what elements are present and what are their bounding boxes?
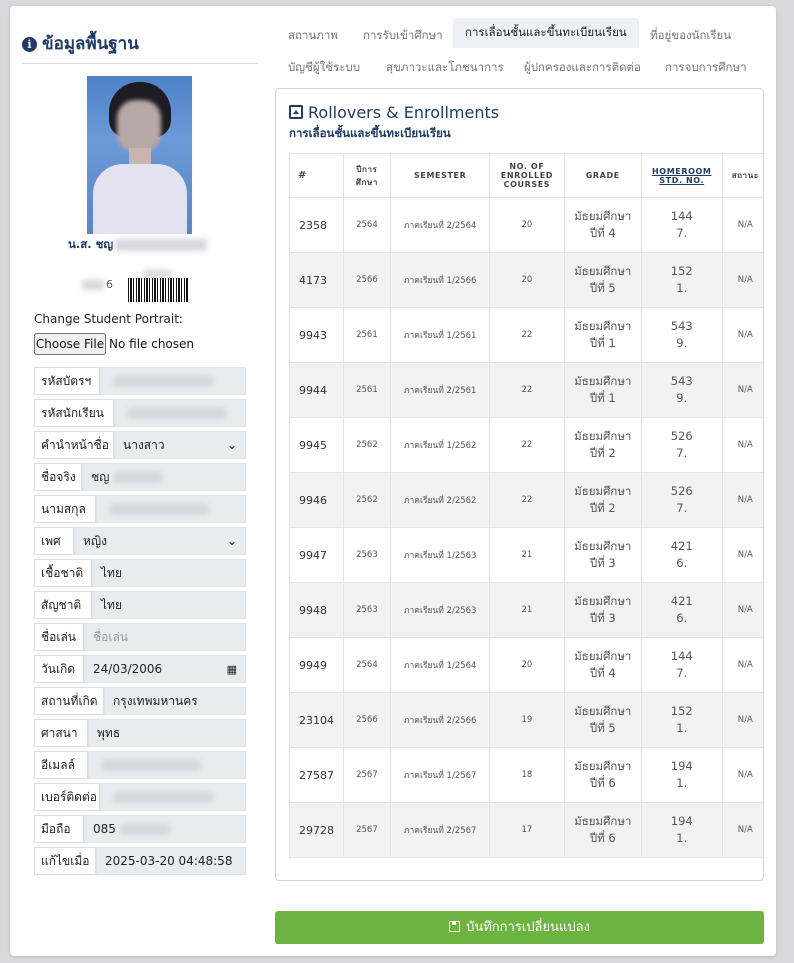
redacted-value — [120, 824, 170, 835]
table-cell: ภาคเรียนที่ 1/2562 — [391, 418, 490, 473]
redacted-value — [127, 408, 227, 419]
table-row — [290, 308, 765, 363]
caret-up-square-icon — [289, 105, 303, 119]
table-cell: 4173 — [290, 253, 344, 308]
tab-rollovers[interactable]: การเลื่อนชั้นและขึ้นทะเบียนเรียน — [453, 18, 639, 48]
form-row — [34, 719, 246, 747]
table-cell: N/A — [722, 803, 764, 858]
table-cell: 421 6. — [641, 528, 722, 583]
table-cell: 9943 — [290, 308, 344, 363]
field-label: รหัสบัตรฯ — [34, 367, 100, 395]
table-cell: 20 — [490, 253, 564, 308]
table-row — [290, 693, 765, 748]
table-row — [290, 803, 765, 858]
field-value: ไทย — [101, 597, 122, 612]
column-header: ปีการ ศึกษา — [343, 154, 390, 198]
table-cell: N/A — [722, 638, 764, 693]
student-name-text: น.ส. ชญ — [68, 237, 114, 251]
form-row — [34, 687, 246, 715]
field-input[interactable] — [96, 847, 246, 875]
table-cell: 9949 — [290, 638, 344, 693]
table-cell: 20 — [490, 198, 564, 253]
form-row — [34, 463, 246, 491]
table-cell: 2563 — [343, 528, 390, 583]
table-cell: 144 7. — [641, 638, 722, 693]
table-cell: มัธยมศึกษา ปีที่ 5 — [564, 693, 641, 748]
panel-subtitle: การเลื่อนชั้นและขึ้นทะเบียนเรียน — [289, 126, 451, 140]
table-cell: ภาคเรียนที่ 1/2567 — [391, 748, 490, 803]
table-cell: 21 — [490, 528, 564, 583]
redacted-name — [115, 239, 207, 251]
table-cell: มัธยมศึกษา ปีที่ 4 — [564, 638, 641, 693]
table-cell: มัธยมศึกษา ปีที่ 2 — [564, 473, 641, 528]
form-row — [34, 559, 246, 587]
field-input[interactable] — [82, 463, 246, 491]
info-icon: i — [22, 37, 37, 52]
field-value: พุทธ — [97, 725, 121, 740]
table-cell: 2564 — [343, 198, 390, 253]
field-label: คำนำหน้าชื่อ — [34, 431, 114, 459]
field-label: สถานที่เกิด — [34, 687, 104, 715]
field-input[interactable] — [84, 815, 246, 843]
field-value: กรุงเทพมหานคร — [113, 693, 198, 708]
table-cell: 27587 — [290, 748, 344, 803]
choose-file-button[interactable]: Choose File — [34, 333, 106, 355]
column-header: SEMESTER — [391, 154, 490, 198]
table-cell: 194 1. — [641, 748, 722, 803]
table-cell: 9944 — [290, 363, 344, 418]
barcode — [128, 278, 188, 302]
table-row — [290, 638, 765, 693]
student-name — [68, 236, 207, 254]
table-cell: 2566 — [343, 253, 390, 308]
table-cell: 9947 — [290, 528, 344, 583]
field-select[interactable] — [74, 527, 246, 555]
table-cell: N/A — [722, 473, 764, 528]
table-cell: 152 1. — [641, 693, 722, 748]
field-label: เชื้อชาติ — [34, 559, 92, 587]
table-cell: N/A — [722, 253, 764, 308]
tab-user-account[interactable]: บัญชีผู้ใช้ระบบ — [288, 60, 361, 74]
panel-title — [289, 103, 499, 122]
table-cell: ภาคเรียนที่ 2/2567 — [391, 803, 490, 858]
table-row — [290, 473, 765, 528]
table-header-row — [290, 154, 765, 198]
save-changes-label: บันทึกการเปลี่ยนแปลง — [466, 920, 590, 935]
table-cell: 22 — [490, 473, 564, 528]
field-label: นามสกุล — [34, 495, 96, 523]
table-cell: 2563 — [343, 583, 390, 638]
enrollments-table — [289, 153, 764, 858]
table-cell: ภาคเรียนที่ 1/2566 — [391, 253, 490, 308]
table-row — [290, 528, 765, 583]
calendar-icon[interactable]: ▦ — [226, 662, 237, 676]
table-cell: 22 — [490, 308, 564, 363]
field-label: มือถือ — [34, 815, 84, 843]
tab-admission[interactable]: การรับเข้าศึกษา — [363, 28, 443, 42]
field-input[interactable] — [96, 495, 246, 523]
redacted-id — [82, 280, 104, 290]
table-cell: 526 7. — [641, 418, 722, 473]
field-label: ชื่อจริง — [34, 463, 82, 491]
table-cell: 2562 — [343, 473, 390, 528]
table-cell: 144 7. — [641, 198, 722, 253]
field-value: หญิง — [83, 533, 107, 548]
chevron-down-icon: ⌄ — [226, 534, 237, 548]
table-cell: ภาคเรียนที่ 2/2561 — [391, 363, 490, 418]
table-row — [290, 418, 765, 473]
table-cell: 2566 — [343, 693, 390, 748]
field-label: รหัสนักเรียน — [34, 399, 114, 427]
table-row — [290, 253, 765, 308]
table-cell: ภาคเรียนที่ 1/2564 — [391, 638, 490, 693]
field-value: 085 — [93, 822, 116, 836]
form-row — [34, 847, 246, 875]
table-cell: 543 9. — [641, 308, 722, 363]
column-header: # — [290, 154, 344, 198]
table-row — [290, 363, 765, 418]
student-portrait — [87, 76, 192, 234]
field-label: สัญชาติ — [34, 591, 92, 619]
table-cell: 526 7. — [641, 473, 722, 528]
table-cell: 9948 — [290, 583, 344, 638]
table-cell: N/A — [722, 363, 764, 418]
rollovers-panel — [275, 88, 764, 881]
birthdate-input[interactable] — [84, 655, 246, 683]
table-cell: 21 — [490, 583, 564, 638]
table-cell: 2567 — [343, 803, 390, 858]
table-cell: 543 9. — [641, 363, 722, 418]
table-cell: 9946 — [290, 473, 344, 528]
table-cell: ภาคเรียนที่ 1/2563 — [391, 528, 490, 583]
tab-guardians[interactable]: ผู้ปกครองและการติดต่อ — [524, 60, 641, 74]
save-icon — [449, 921, 460, 932]
field-value: 2025-03-20 04:48:58 — [105, 854, 233, 868]
table-cell: 2358 — [290, 198, 344, 253]
redacted-value — [113, 376, 213, 387]
divider — [22, 63, 258, 64]
form-row — [34, 527, 246, 555]
table-cell: 2561 — [343, 363, 390, 418]
table-cell: 22 — [490, 418, 564, 473]
table-cell: N/A — [722, 748, 764, 803]
table-cell: 18 — [490, 748, 564, 803]
field-input[interactable] — [92, 591, 246, 619]
field-value: 24/03/2006 — [93, 662, 163, 676]
redacted-value — [109, 504, 209, 515]
table-cell: มัธยมศึกษา ปีที่ 3 — [564, 528, 641, 583]
form-row — [34, 495, 246, 523]
panel-title-text: Rollovers & Enrollments — [308, 103, 500, 122]
field-label: ชื่อเล่น — [34, 623, 84, 651]
table-cell: มัธยมศึกษา ปีที่ 2 — [564, 418, 641, 473]
table-cell: ภาคเรียนที่ 2/2563 — [391, 583, 490, 638]
file-status: No file chosen — [109, 337, 195, 351]
column-header: GRADE — [564, 154, 641, 198]
column-header[interactable]: HOMEROOM STD. NO. — [641, 154, 722, 198]
table-cell: N/A — [722, 583, 764, 638]
form-row — [34, 591, 246, 619]
field-label: ศาสนา — [34, 719, 88, 747]
table-cell: 2567 — [343, 748, 390, 803]
nickname-input[interactable]: ชื่อเล่น — [84, 623, 246, 651]
save-changes-button[interactable] — [275, 911, 764, 944]
table-cell: 421 6. — [641, 583, 722, 638]
field-input[interactable] — [104, 687, 246, 715]
table-cell: 17 — [490, 803, 564, 858]
table-cell: N/A — [722, 528, 764, 583]
table-cell: มัธยมศึกษา ปีที่ 4 — [564, 198, 641, 253]
field-input[interactable] — [114, 399, 246, 427]
profile-card — [10, 6, 776, 956]
table-cell: N/A — [722, 308, 764, 363]
table-cell: 2564 — [343, 638, 390, 693]
field-input[interactable] — [92, 559, 246, 587]
tab-status[interactable]: สถานภาพ — [288, 28, 338, 42]
table-cell: 20 — [490, 638, 564, 693]
form-row — [34, 783, 246, 811]
table-cell: 194 1. — [641, 803, 722, 858]
field-value: ชญ — [91, 469, 110, 484]
redacted-value — [101, 760, 201, 771]
form-row — [34, 367, 246, 395]
table-cell: 2561 — [343, 308, 390, 363]
table-cell: 22 — [490, 363, 564, 418]
table-cell: 23104 — [290, 693, 344, 748]
table-cell: ภาคเรียนที่ 2/2562 — [391, 473, 490, 528]
field-input[interactable] — [88, 719, 246, 747]
field-label: แก้ไขเมื่อ — [34, 847, 96, 875]
tab-health[interactable]: สุขภาวะและโภชนาการ — [386, 60, 504, 74]
form-row — [34, 431, 246, 459]
student-id-suffix: 6 — [106, 278, 113, 291]
column-header: NO. OF ENROLLED COURSES — [490, 154, 564, 198]
field-label: อีเมลล์ — [34, 751, 88, 779]
redacted-value — [113, 472, 163, 483]
tab-graduation[interactable]: การจบการศึกษา — [665, 60, 747, 74]
basic-info-form — [34, 367, 246, 879]
column-header: สถานะ — [722, 154, 764, 198]
table-row — [290, 583, 765, 638]
form-row — [34, 399, 246, 427]
field-value: ไทย — [101, 565, 122, 580]
form-row — [34, 751, 246, 779]
tab-address[interactable]: ที่อยู่ของนักเรียน — [650, 28, 732, 42]
table-cell: N/A — [722, 693, 764, 748]
table-cell: 29728 — [290, 803, 344, 858]
table-cell: N/A — [722, 418, 764, 473]
form-row — [34, 815, 246, 843]
redacted-value — [113, 792, 213, 803]
chevron-down-icon: ⌄ — [226, 438, 237, 452]
table-row — [290, 748, 765, 803]
field-input[interactable] — [88, 751, 246, 779]
table-cell: 19 — [490, 693, 564, 748]
field-input[interactable] — [100, 367, 246, 395]
form-row — [34, 623, 246, 651]
change-portrait-label: Change Student Portrait: — [34, 312, 183, 326]
field-select[interactable] — [114, 431, 246, 459]
redacted-code — [142, 270, 172, 278]
table-cell: 152 1. — [641, 253, 722, 308]
table-cell: 2562 — [343, 418, 390, 473]
table-cell: ภาคเรียนที่ 2/2564 — [391, 198, 490, 253]
table-row — [290, 198, 765, 253]
student-id-row — [82, 278, 113, 291]
table-cell: มัธยมศึกษา ปีที่ 3 — [564, 583, 641, 638]
table-cell: มัธยมศึกษา ปีที่ 6 — [564, 803, 641, 858]
table-cell: มัธยมศึกษา ปีที่ 1 — [564, 308, 641, 363]
field-label: วันเกิด — [34, 655, 84, 683]
table-cell: ภาคเรียนที่ 1/2561 — [391, 308, 490, 363]
field-label: เบอร์ติดต่อ — [34, 783, 100, 811]
form-row — [34, 655, 246, 683]
field-label: เพศ — [34, 527, 74, 555]
table-cell: ภาคเรียนที่ 2/2566 — [391, 693, 490, 748]
table-cell: 9945 — [290, 418, 344, 473]
field-input[interactable] — [100, 783, 246, 811]
table-cell: มัธยมศึกษา ปีที่ 1 — [564, 363, 641, 418]
basic-info-title-text: ข้อมูลพื้นฐาน — [42, 34, 139, 54]
basic-info-title — [22, 30, 139, 57]
table-cell: มัธยมศึกษา ปีที่ 5 — [564, 253, 641, 308]
field-value: นางสาว — [123, 437, 165, 452]
table-cell: มัธยมศึกษา ปีที่ 6 — [564, 748, 641, 803]
table-cell: N/A — [722, 198, 764, 253]
